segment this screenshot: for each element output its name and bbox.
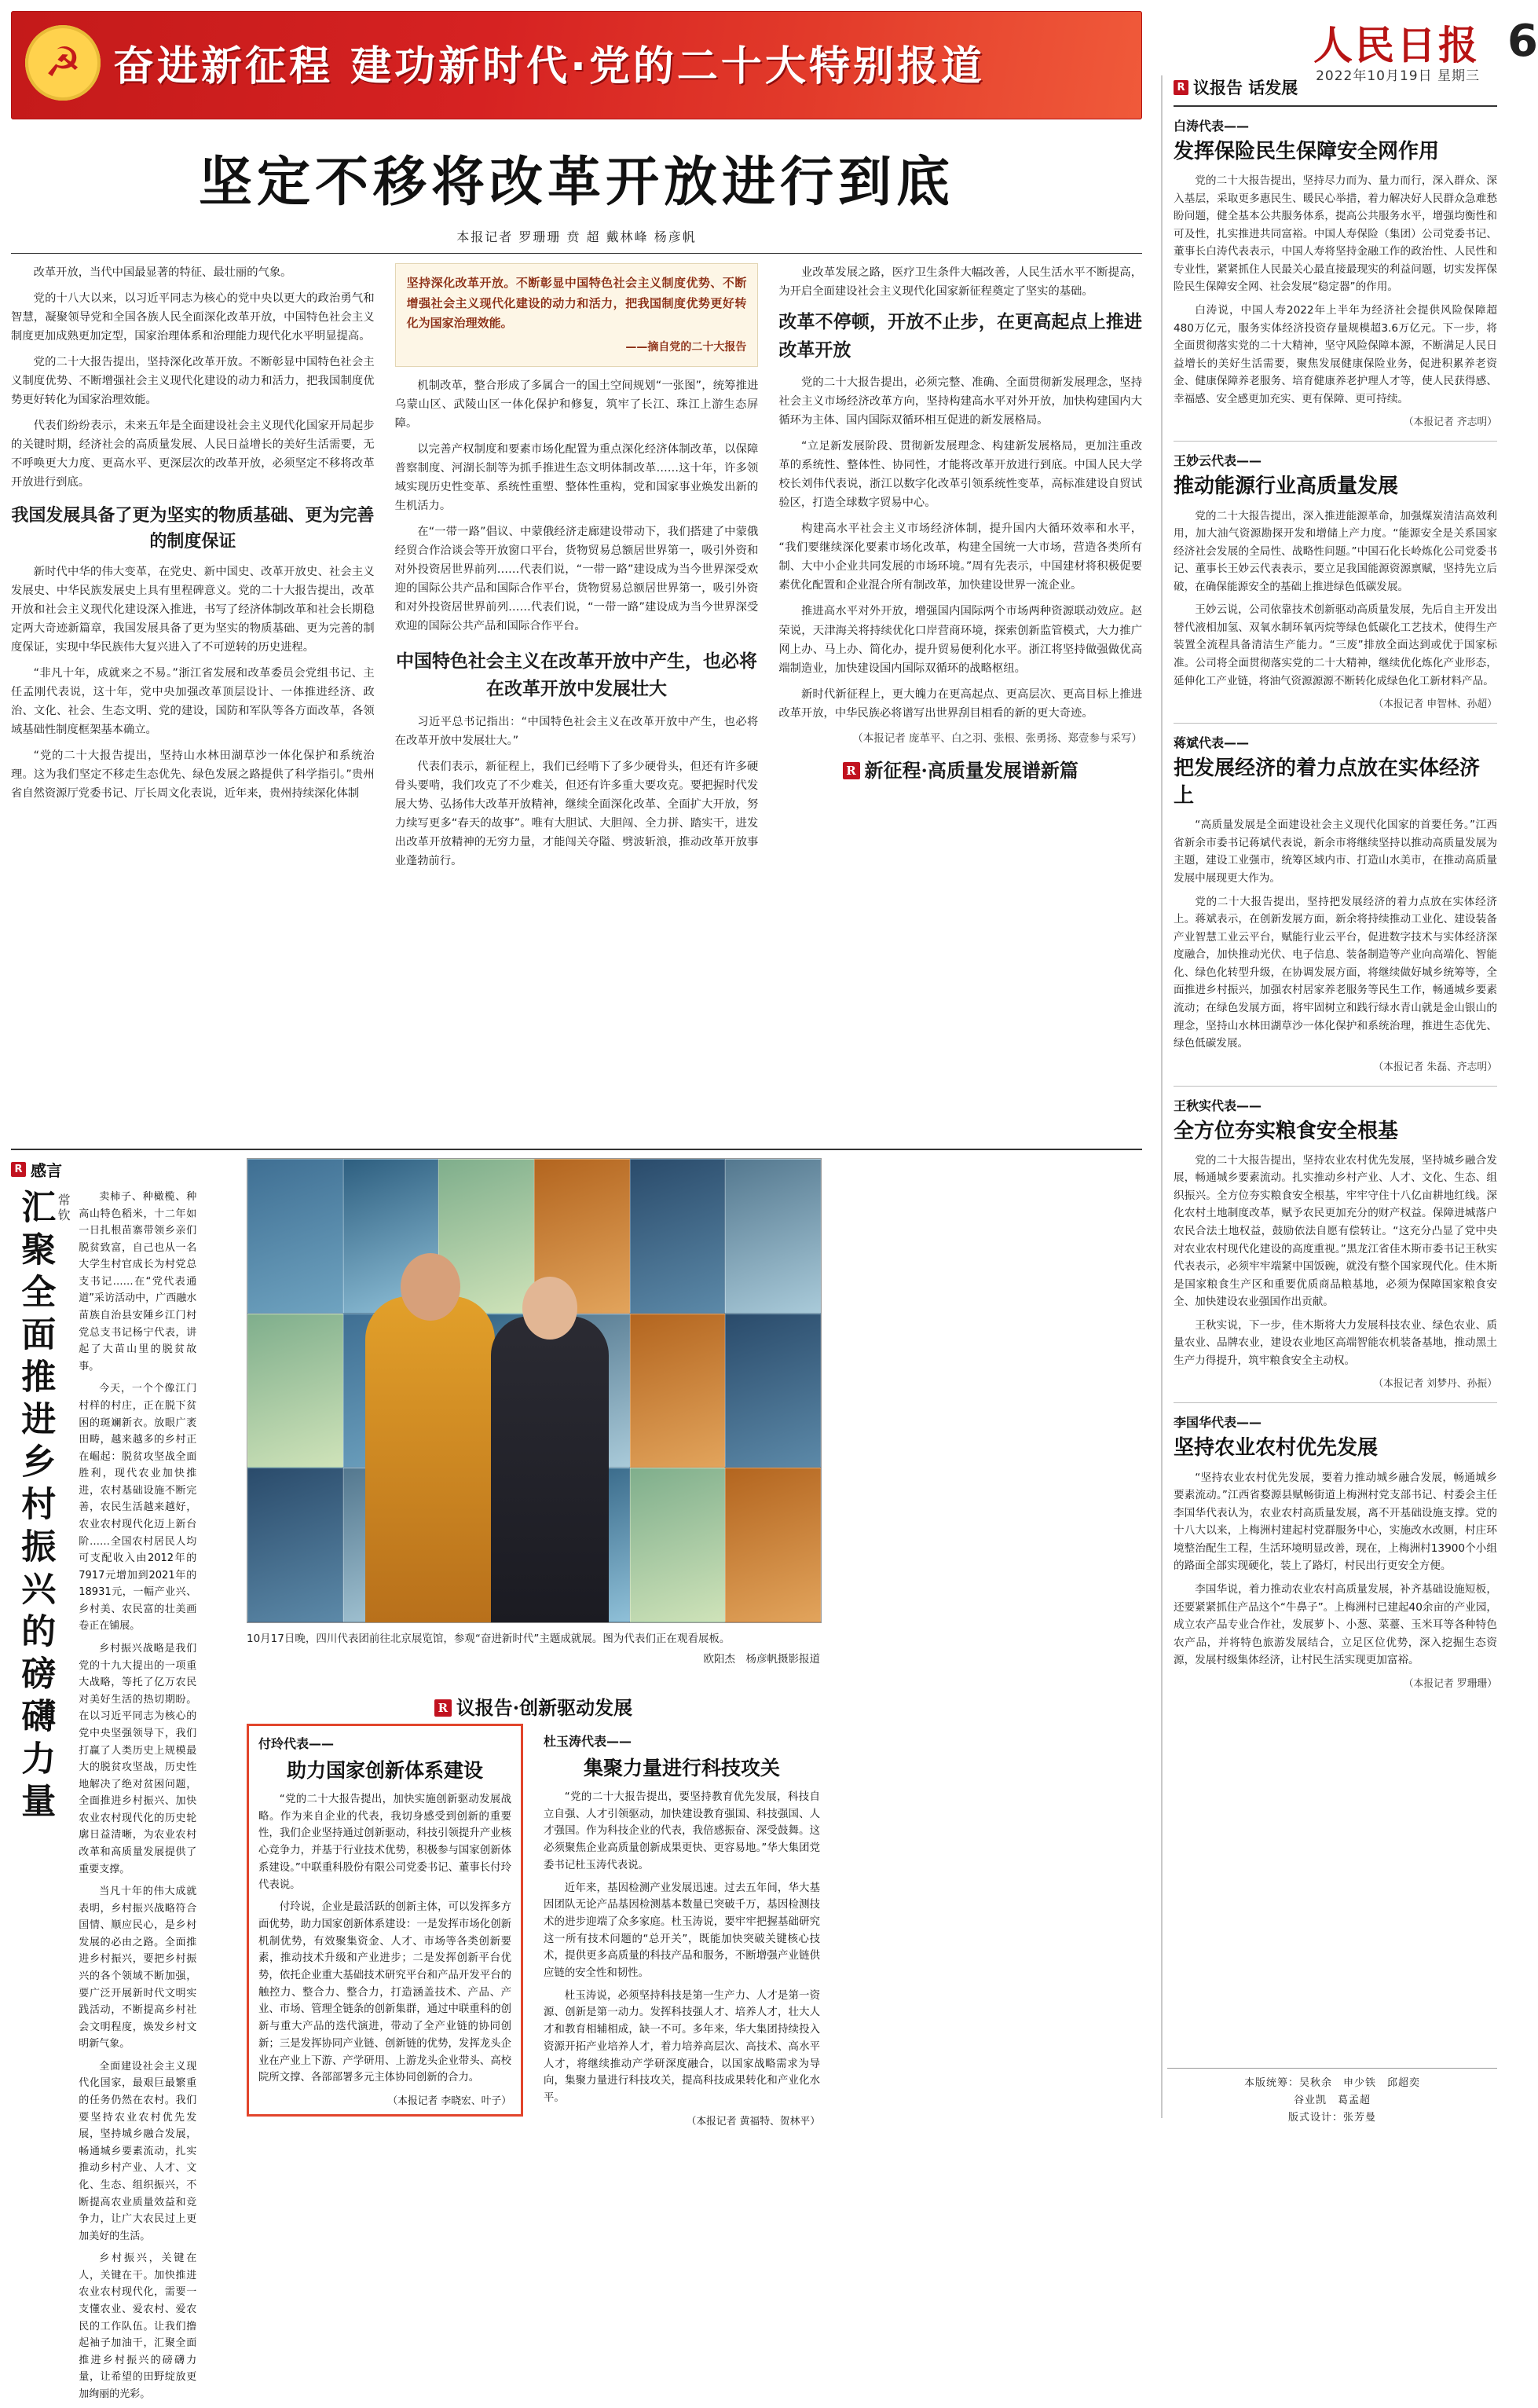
report-card-body bbox=[544, 1789, 820, 2107]
divider bbox=[1174, 1086, 1497, 1087]
paragraph: 新时代新征程上，更大魄力在更高起点、更高层次、更高目标上推进改革开放，中华民族必将谱写出世界刮目相看的新的更大奇迹。 bbox=[778, 687, 1143, 720]
page-number: 6 bbox=[1507, 16, 1538, 67]
paragraph: 机制改革，整合形成了多属合一的国土空间规划“一张图”，统筹推进乌蒙山区、武陵山区一体化保护和修复，筑牢了长江、珠江上游生态屏障。 bbox=[394, 379, 759, 431]
representative-name: 白涛代表—— bbox=[1174, 119, 1250, 134]
sidebar-item-body bbox=[1174, 1152, 1497, 1370]
party-emblem-icon: ☭ bbox=[25, 25, 101, 101]
paragraph: “党的二十大报告提出，加快实施创新驱动发展战略。作为来自企业的代表，我切身感受到创新的重要性，我们企业坚持通过创新驱动，科技引领提升产业核心竞争力，并基于行业技术优势，积极参与国家创新体系建设。”中联重科股份有限公司党委书记、董事长付玲代表说。 bbox=[258, 1794, 511, 1891]
sidebar-report-discussion bbox=[1161, 75, 1497, 2118]
pull-quote-source: ——摘自党的二十大报告 bbox=[625, 340, 747, 354]
sidebar-item-title: 坚持农业农村优先发展 bbox=[1174, 1436, 1379, 1461]
paragraph: 以完善产权制度和要素市场化配置为重点深化经济体制改革，以保障普察制度、河湖长制等为抓手推进生态文明体制改革……这十年，许多领域实现历史性变革、系统性重塑、整体性重构，党和国家事业焕发出新的生机活力。 bbox=[394, 443, 759, 513]
paragraph: 近年来，基因检测产业发展迅速。过去五年间，华大基因团队无论产品基因检测基本数量已突破千万，基因检测技术的进步迎端了众多家庭。杜玉涛说，要牢牢把握基础研究这一所有技术问题的“总开关”，既能加快突破关键核心技术，提供更多高质量的科技产品和服务，不断增强产业链供应链的安全性和韧性。 bbox=[544, 1882, 820, 1980]
photo-person-left bbox=[365, 1296, 495, 1622]
sidebar-item-body bbox=[1174, 1469, 1497, 1669]
paragraph: 党的二十大报告提出，必须完整、准确、全面贯彻新发展理念，坚持社会主义市场经济改革方向，坚持构建高水平对外开放，加快构建国内大循环为主体、国内国际双循环相互促进的新发展格局。 bbox=[778, 376, 1143, 427]
page-title: 坚定不移将改革开放进行到底 bbox=[198, 151, 954, 214]
photo-caption bbox=[247, 1631, 820, 1668]
sidebar-item-liguohua bbox=[1174, 1413, 1497, 1689]
article-columns bbox=[11, 263, 1142, 878]
sidebar-item-body bbox=[1174, 172, 1497, 408]
paragraph: 党的二十大报告提出，坚持把发展经济的着力点放在实体经济上。蒋斌表示，在创新发展方面，新余将持续推动工业化、建设装备产业智慧工业云平台，赋能行业云平台，促进数字技术与实体经济深度融合，加快推动光伏、电子信息、装备制造等产业向高端化、智能化、绿色化转型升级，在协调发展方面，将继续做好城乡统筹等，全面推进乡村振兴，加强农村居家养老服务等民生工作，畅通城乡要素流动；在绿色发展方面，将牢固树立和践行绿水青山就是金山银山的理念，坚持山水林田湖草沙一体化保护和系统治理，推进生态优先、绿色低碳发展。 bbox=[1174, 895, 1497, 1050]
paragraph: 全面建设社会主义现代化国家，最艰巨最繁重的任务仍然在农村。我们要坚持农业农村优先发展，坚持城乡融合发展，畅通城乡要素流动，扎实推动乡村产业、人才、文化、生态、组织振兴，不断提高农业质量效益和竞争力，让广大农民过上更加美好的生活。 bbox=[79, 2060, 197, 2242]
sidebar-item-body bbox=[1174, 508, 1497, 691]
sidebar-item-title: 推动能源行业高质量发展 bbox=[1174, 475, 1399, 499]
paragraph: “高质量发展是全面建设社会主义现代化国家的首要任务。”江西省新余市委书记蒋斌代表说，新余市将继续坚持以推动高质量发展为主题，建设工业强市，统筹区域内市、打造山水美市，在推动高质量发展中展现更大作为。 bbox=[1174, 819, 1497, 885]
sidebar-item-body bbox=[1174, 816, 1497, 1052]
paragraph: 乡村振兴，关键在人，关键在干。加快推进农业农村现代化，需要一支懂农业、爱农村、爱农民的工作队伍。让我们撸起袖子加油干，汇聚全面推进乡村振兴的磅礴力量，让希望的田野绽放更加绚丽的光彩。 bbox=[79, 2252, 197, 2400]
divider bbox=[1174, 723, 1497, 724]
paper-name: 人民日报 bbox=[1313, 22, 1480, 68]
report-card-fuling bbox=[247, 1724, 523, 2117]
paragraph: 党的二十大报告提出，坚持农业农村优先发展，坚持城乡融合发展，畅通城乡要素流动。扎实推动乡村产业、人才、文化、生态、组织振兴。全方位夯实粮食安全根基，牢牢守住十八亿亩耕地红线。深化农村土地制度改革，赋予农民更加充分的财产权益。保障进城落户农民合法土地权益，鼓励依法自愿有偿转让。“这充分凸显了党中央对农业农村现代化建设的高度重视。”黑龙江省佳木斯市委书记王秋实代表表示，必须牢牢端紧中国饭碗，就没有整个国家现代化。佳木斯是国家粮食生产区和重要优质商品粮基地，必须为保障国家粮食安全、加快建设农业强国作出贡献。 bbox=[1174, 1153, 1497, 1309]
paragraph: 王妙云说，公司依靠技术创新驱动高质量发展，先后自主开发出替代液相加氢、双氧水制环氧丙烷等绿色低碳化工艺技术，使得生产装置全流程具备清洁生产能力。“三废”排放全面达到或优于国家标准。公司将全面贯彻落实党的二十大精神，继续优化炼化产业形态，延伸化工产业链，将油气资源源源不断转化成绿色化工新材料产品。 bbox=[1174, 603, 1497, 687]
sidebar-item-title: 全方位夯实粮食安全根基 bbox=[1174, 1119, 1399, 1143]
byline: 本报记者 罗珊珊 贲 超 戴林峰 杨彦帆 bbox=[456, 229, 697, 244]
ganyan-label-text: 感言 bbox=[31, 1161, 62, 1180]
paragraph: 新时代中华的伟大变革，在党史、新中国史、改革开放史、社会主义发展史、中华民族发展史上具有里程碑意义。党的二十大报告提出，改革开放和社会主义现代化建设深入推进，书写了经济体制改革和社会长期稳定两大奇迹新篇章，我国发展具备了更为坚实的物质基础、更为完善的制度保证，实现中华民族伟大复兴进入了不可逆转的历史进程。 bbox=[11, 566, 375, 654]
paragraph: 王秋实说，下一步，佳木斯将大力发展科技农业、绿色农业、质量农业、品牌农业，建设农业地区高端智能农机装备基地，推动黑土生产力得提升，筑牢粮食安全主动权。 bbox=[1174, 1318, 1497, 1367]
report-card-title: 助力国家创新体系建设 bbox=[286, 1759, 483, 1782]
representative-name: 王秋实代表—— bbox=[1174, 1098, 1262, 1113]
paragraph: 李国华说，着力推动农业农村高质量发展，补齐基础设施短板，还要紧紧抓住产品这个“牛鼻子”。上梅洲村已建起40余亩的产业园，成立农产品专业合作社，发展萝卜、小葱、菜薹、玉米耳等各种特色农产品，并将特色旅游发展结合，立足区位优势，深入挖掘生态资源，发展村级集体经济，让村民生活实现更加富裕。 bbox=[1174, 1582, 1498, 1667]
subheading: 我国发展具备了更为坚实的物质基础、更为完善的制度保证 bbox=[11, 505, 375, 552]
report-card-title: 集聚力量进行科技攻关 bbox=[583, 1757, 780, 1779]
paragraph: 业改革发展之路，医疗卫生条件大幅改善，人民生活水平不断提高，为开启全面建设社会主义现代化国家新征程奠定了坚实的基础。 bbox=[778, 266, 1143, 299]
paragraph: 党的二十大报告提出，坚持深化改革开放。不断彰显中国特色社会主义制度优势、不断增强社会主义现代化建设的动力和活力，把我国制度优势更好转化为国家治理效能。 bbox=[11, 356, 375, 407]
publication-date: 2022年10月19日 星期三 bbox=[1316, 68, 1480, 84]
section-label-text: 议报告·创新驱动发展 bbox=[456, 1696, 633, 1719]
renmin-mark-icon: R bbox=[434, 1699, 452, 1717]
paper-nameplate bbox=[1313, 14, 1538, 71]
paragraph: “坚持农业农村优先发展，要着力推动城乡融合发展，畅通城乡要素流动。”江西省婺源县赋畅街道上梅洲村党支部书记、村委会主任李国华代表认为，农业农村高质量发展，离不开基础设施支撑。党的十八大以来，上梅洲村建起村党群服务中心，实施改水改厕，村庄环境整治配生工程，生活环境明显改善，现在，上梅洲村13900个小组的路面全部实现硬化，装上了路灯，村民出行更安全方便。 bbox=[1174, 1471, 1497, 1573]
paragraph: 改革开放，当代中国最显著的特征、最壮丽的气象。 bbox=[33, 266, 292, 279]
bottom-section bbox=[11, 1149, 1142, 2400]
sidebar-item-credit: （本报记者 齐志明） bbox=[1403, 416, 1497, 429]
representative-name: 蒋斌代表—— bbox=[1174, 735, 1250, 751]
paragraph: 代表们表示，新征程上，我们已经啃下了多少硬骨头，但还有许多硬骨头要啃，我们攻克了不少难关，但还有许多重大要攻克。要把握时代发展大势、弘扬伟大改革开放精神，继续全面深化改革、全面扩大开放，努力续写更多“春天的故事”。唯有大胆试、大胆闯、全力拼、踏实干，进发出改革开放精神的无穷力量，才能闯关夺隘、劈波斩浪，推动改革开放事业蓬勃前行。 bbox=[394, 760, 759, 867]
subheading: 改革不停顿，开放不止步，在更高起点上推进改革开放 bbox=[778, 311, 1143, 361]
sidebar-header-text: 议报告 话发展 bbox=[1193, 79, 1298, 97]
article-column-3 bbox=[778, 263, 1142, 878]
special-report-banner bbox=[11, 11, 1142, 119]
sidebar-item-credit: （本报记者 朱磊、齐志明） bbox=[1373, 1061, 1497, 1073]
pull-quote bbox=[395, 263, 759, 367]
paragraph: 当凡十年的伟大成就表明，乡村振兴战略符合国情、顺应民心，是乡村发展的必由之路。全面推进乡村振兴，要把乡村振兴的各个领域不断加强，要广泛开展新时代文明实践活动，不断提高乡村社会文明程度，焕发乡村文明新气象。 bbox=[79, 1886, 197, 2051]
report-card-body bbox=[258, 1791, 511, 2087]
main-article-area bbox=[11, 135, 1142, 878]
paragraph: 付玲说，企业是最活跃的创新主体，可以发挥多方面优势，助力国家创新体系建设：一是发挥市场化创新机制优势，有效聚集资金、人才、市场等各类创新要素，推动技术升级和产业进步；二是发挥创新平台优势，依托企业重大基础技术研究平台和产品开发平台的触控力、整合力、整合力，打造涵盖技术、产品、产业、市场、管理全链条的创新集群，通过中联重科的创新与重大产品的迭代演进，带动了全产业链的协同创新；三是发挥协同产业链、创新链的优势，发挥龙头企业在产业上下游、产学研用、上游龙头企业带头、高校院所文撑、各部部署多元主体协同创新的合力。 bbox=[258, 1901, 511, 2084]
colophon-line: 本版统筹：吴秋余 申少铁 邱超奕 bbox=[1243, 2076, 1420, 2089]
sidebar-item-title: 发挥保险民生保障安全网作用 bbox=[1174, 140, 1440, 163]
paragraph: 代表们纷纷表示，未来五年是全面建设社会主义现代化国家开局起步的关键时期，经济社会的高质量发展、人民日益增长的美好生活需要，无不呼唤更大力度、更高水平、更深层次的改革开放，必须坚定不移将改革开放进行到底。 bbox=[11, 420, 375, 489]
divider bbox=[11, 253, 1142, 254]
renmin-mark-icon: R bbox=[11, 1162, 26, 1177]
paragraph: 杜玉涛说，必须坚持科技是第一生产力、人才是第一资源、创新是第一动力。发挥科技强人才、培养人才，壮大人才和教育相辅相成，缺一不可。多年来，华大集团持续投入资源开拓产业培养人才，着力培养高层次、高技术、高水平人才，将继续推动产学研深度融合，以国家战略需求为导向，集聚力量进行科技攻关，提高科技成果转化和产业化水平。 bbox=[544, 1989, 820, 2104]
section-label-innovation bbox=[247, 1692, 820, 1720]
photo-caption-text: 10月17日晚，四川代表团前往北京展览馆，参观“奋进新时代”主题成就展。图为代表们正在观看展板。 bbox=[247, 1633, 731, 1645]
representative-name: 李国华代表—— bbox=[1174, 1415, 1262, 1431]
commentary-title: 汇聚全面推进乡村振兴的磅礴力量 bbox=[15, 1189, 56, 1825]
section-label-text: 新征程·高质量发展谱新篇 bbox=[864, 759, 1078, 783]
exhibition-photo bbox=[247, 1158, 822, 1623]
paragraph: 乡村振兴战略是我们党的十九大提出的一项重大战略，等托了亿万农民对美好生活的热切期盼。在以习近平同志为核心的党中央坚强领导下，我们打赢了人类历史上规模最大的脱贫攻坚战，历史性地解决了绝对贫困问题，全面推进乡村振兴、加快农业农村现代化的历史轮廓日益清晰，为农业农村改革和高质量发展提供了重要支撑。 bbox=[79, 1643, 197, 1875]
paragraph: “党的二十大报告提出，要坚持教育优先发展，科技自立自强、人才引领驱动，加快建设教育强国、科技强国、人才强国。作为科技企业的代表，我倍感振奋、深受鼓舞。这必须聚焦企业高质量创新成果更快、更容易地。”华大集团党委书记杜玉涛代表说。 bbox=[544, 1791, 820, 1871]
paragraph: 卖柿子、种橄榄、种高山特色稻米，十二年如一日扎根苗寨带领乡亲们脱贫致富，自己也从一名大学生村官成长为村党总支书记……在“党代表通道”采访活动中，广西融水苗族自治县安陲乡江门村党总支书记杨宁代表，讲起了大苗山里的脱贫故事。 bbox=[79, 1191, 197, 1373]
sidebar-item-baitao bbox=[1174, 116, 1497, 428]
report-card-credit: （本报记者 黄福特、贺林平） bbox=[686, 2115, 820, 2128]
section-label-new-journey bbox=[778, 755, 1142, 786]
sidebar-header bbox=[1174, 75, 1497, 107]
paragraph: “立足新发展阶段、贯彻新发展理念、构建新发展格局，更加注重改革的系统性、整体性、协同性，才能将改革开放进行到底。中国人民大学校长刘伟代表说，浙江以数字化改革引领系统性变革，高标准建设自贸试验区，打造全球数字贸易中心。 bbox=[778, 440, 1143, 510]
representative-name: 付玲代表—— bbox=[258, 1736, 335, 1751]
sidebar-item-wangmiaoyun bbox=[1174, 451, 1497, 710]
paragraph: “党的二十大报告提出，坚持山水林田湖草沙一体化保护和系统治理。这为我们坚定不移走生态优先、绿色发展之路提供了科学指引。”贵州省自然资源厅党委书记、厅长周文化表说，近年来，贵州持续深化体制 bbox=[11, 750, 375, 801]
subheading: 中国特色社会主义在改革开放中产生，也必将在改革开放中发展壮大 bbox=[396, 650, 757, 700]
commentary-author: 常钦 bbox=[56, 1193, 71, 1223]
paragraph: “非凡十年，成就来之不易。”浙江省发展和改革委员会党组书记、主任孟刚代表说，这十年，党中央加强改革顶层设计、一体推进经济、政治、文化、社会、生态文明、党的建设，国防和军队等各方面改革，各领域基础性制度框架基本确立。 bbox=[11, 667, 375, 737]
paragraph: 党的二十大报告提出，深入推进能源革命，加强煤炭清洁高效利用，加大油气资源勘探开发和增储上产力度。“能源安全是关系国家经济社会发展的全局性、战略性问题。”中国石化长岭炼化公司党委书记、董事长王妙云代表表示，要立足我国能源资源禀赋，坚持先立后破，在确保能源安全的基础上推进绿色低碳发展。 bbox=[1174, 509, 1497, 593]
banner-title: 奋进新征程 建功新时代·党的二十大特别报道 bbox=[113, 43, 985, 90]
paragraph: 今天，一个个像江门村样的村庄，正在脱下贫困的斑斓新衣。放眼广袤田畴，越来越多的乡村正在崛起：脱贫攻坚战全面胜利，现代农业加快推进，农村基础设施不断完善，农民生活越来越好，农业农村现代化迈上新台阶……全国农村居民人均可支配收入由2012年的7917元增加到2021年的18931元，一幅产业兴、乡村美、农民富的壮美画卷正在铺展。 bbox=[79, 1383, 197, 1633]
article-column-1 bbox=[11, 263, 375, 878]
colophon-line: 版式设计：张芳曼 bbox=[1287, 2111, 1376, 2124]
commentary-body bbox=[79, 1189, 196, 2408]
photo-person-right bbox=[491, 1316, 609, 1622]
representative-name: 杜玉涛代表—— bbox=[544, 1734, 632, 1749]
paragraph: 在“一带一路”倡议、中蒙俄经济走廊建设带动下，我们搭建了中蒙俄经贸合作洽谈会等开放窗口平台，货物贸易总额居世界第一，吸引外资和对外投资居世界前列……代表们说，“一带一路”建设成为当今世界深受欢迎的国际公共产品和国际合作平台，货物贸易总额居世界第一，吸引外资和对外投资居世界前列……代表们说，“一带一路”建设成为当今世界深受欢迎的国际公共产品和国际合作平台。 bbox=[394, 526, 759, 633]
paragraph: 白涛说，中国人寿2022年上半年为经济社会提供风险保障超480万亿元，服务实体经济投资存量规模超3.6万亿元。下一步，将全面贯彻落实党的二十大精神，坚守风险保障本源，不断满足人民日益增长的美好生活需要，聚焦发展健康保险业务，促进积累养老资金、健康保障养老服务、培育健康养老护理人才等，使人民获得感、幸福感、安全感更加充实、更有保障、更可持续。 bbox=[1174, 304, 1497, 405]
sidebar-item-credit: （本报记者 申智林、孙超） bbox=[1373, 698, 1497, 711]
article-credit: （本报记者 庞革平、白之羽、张根、张勇扬、郑壹参与采写） bbox=[852, 731, 1143, 745]
sidebar-item-wangqiushi bbox=[1174, 1096, 1497, 1391]
representative-name: 王妙云代表—— bbox=[1174, 453, 1262, 469]
photo-credit: 欧阳杰 杨彦帆摄影报道 bbox=[703, 1652, 820, 1666]
report-card-duyutao bbox=[544, 1724, 820, 2128]
sidebar-item-credit: （本报记者 刘梦丹、孙振） bbox=[1373, 1378, 1497, 1391]
article-column-2 bbox=[395, 263, 759, 878]
colophon bbox=[1167, 2068, 1497, 2127]
colophon-line: 谷业凯 葛孟超 bbox=[1293, 2094, 1371, 2106]
pull-quote-text: 坚持深化改革开放。不断彰显中国特色社会主义制度优势、不断增强社会主义现代化建设的动力和活力，把我国制度优势更好转化为国家治理效能。 bbox=[406, 276, 747, 330]
sidebar-item-credit: （本报记者 罗珊珊） bbox=[1403, 1677, 1497, 1690]
report-card-credit: （本报记者 李晓宏、叶子） bbox=[387, 2095, 511, 2107]
paragraph: 推进高水平对外开放，增强国内国际两个市场两种资源联动效应。赵荣说，天津海关将持续优化口岸营商环境，探索创新监管模式，大力推广网上办、马上办、简化办，提升贸易便利化水平。浙江将坚持做强做优高端制造业，加快建设国内国际双循环的战略枢纽。 bbox=[778, 605, 1143, 675]
paragraph: 党的二十大报告提出，坚持尽力而为、量力而行，深入群众、深入基层，采取更多惠民生、暖民心举措，着力解决好人民群众急难愁盼问题，健全基本公共服务体系，提高公共服务水平，增强均衡性和可及性，扎实推进共同富裕。中国人寿保险（集团）公司党委书记、董事长白涛代表表示，中国人寿将坚持金融工作的政治性、人民性和专业性，紧紧抓住人民最关心最直接最现实的利益问题，切实发挥保险民生保障安全网、社会发展“稳定器”的作用。 bbox=[1174, 174, 1497, 294]
paragraph: 构建高水平社会主义市场经济体制，提升国内大循环效率和水平，“我们要继续深化要素市场化改革，构建全国统一大市场，营造各类所有制、大中小企业共同发展的市场环境。”周有先表示，中国建材将积极促要素优化配置和企业混合所有制改革，加快建设世界一流企业。 bbox=[778, 522, 1143, 592]
divider bbox=[1174, 441, 1497, 442]
sidebar-item-title: 把发展经济的着力点放在实体经济上 bbox=[1174, 757, 1481, 808]
renmin-mark-icon: R bbox=[843, 762, 860, 779]
paragraph: 党的十八大以来，以习近平同志为核心的党中央以更大的政治勇气和智慧，凝聚领导党和全国各族人民全面深化改革开放，中国特色社会主义制度更加成熟更加定型，国家治理体系和治理能力现代化水平明显提高。 bbox=[11, 292, 375, 343]
sidebar-item-jiangbin bbox=[1174, 733, 1497, 1073]
renmin-mark-icon: R bbox=[1174, 80, 1188, 95]
divider bbox=[1174, 1402, 1497, 1403]
paragraph: 习近平总书记指出：“中国特色社会主义在改革开放中产生，也必将在改革开放中发展壮大。” bbox=[394, 715, 759, 747]
